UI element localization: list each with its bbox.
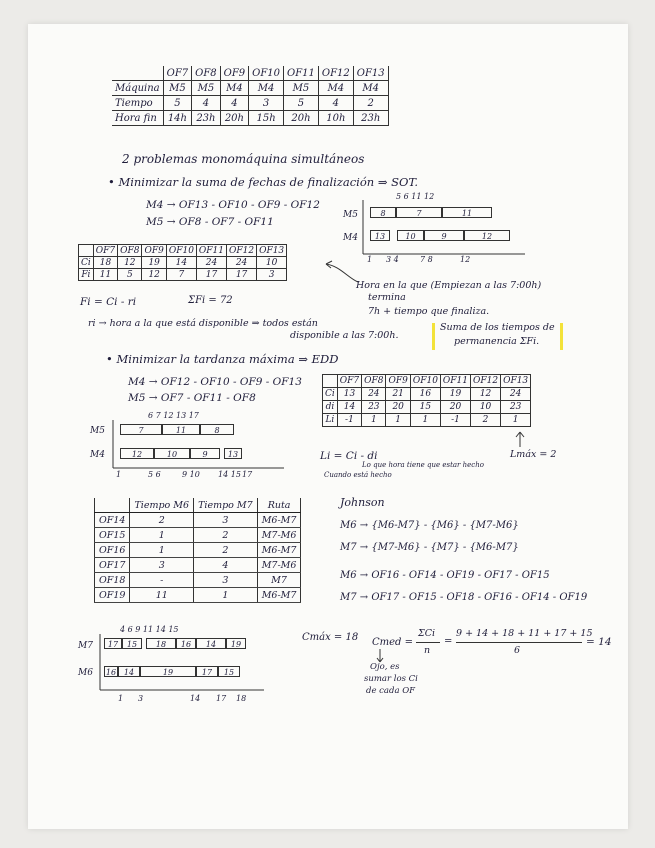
gantt3-m7-box: 16: [176, 638, 196, 649]
table-cell: 23h: [353, 111, 388, 126]
gantt3-top-ticks: 4 6 9 11 14 15: [120, 625, 179, 634]
gantt2-m5-box: 8: [200, 424, 234, 435]
flowshop-table: [94, 498, 301, 603]
table-cell: 21: [386, 388, 410, 401]
table-cell: M7-M6: [257, 528, 301, 543]
table-header-cell: OF9: [220, 66, 249, 81]
table-header-cell: OF12: [471, 375, 501, 388]
table-header-cell: Tiempo M6: [130, 498, 194, 513]
gantt1-m5-box: 11: [442, 207, 492, 218]
table-cell: 1: [386, 414, 410, 427]
li-note1: Lo que hora tiene que estar hecho: [362, 461, 484, 469]
gantt3-m6-box: 15: [218, 666, 240, 677]
table-header-cell: Tiempo M7: [194, 498, 258, 513]
johnson-line1: M6 → {M6-M7} - {M6} - {M7-M6}: [340, 520, 519, 531]
gantt3-m7-box: 15: [122, 638, 142, 649]
table-cell: OF17: [95, 558, 130, 573]
section2-seq-m5: M5 → OF7 - OF11 - OF8: [128, 392, 256, 404]
gantt3-m7-label: M7: [78, 641, 93, 651]
frac2-line: [456, 642, 582, 643]
highlight-bar-left: [432, 323, 435, 350]
table-header-cell: OF11: [196, 245, 226, 257]
table-cell: Ci: [323, 388, 338, 401]
table-cell: 3: [130, 558, 194, 573]
table-header-cell: OF8: [192, 66, 221, 81]
gantt2-tick: 14 15: [218, 470, 241, 479]
gantt3-m7-box: 17: [104, 638, 122, 649]
gantt2-tick: 1: [116, 470, 122, 479]
gantt3-tick: 1: [118, 694, 124, 703]
table-header-cell: OF7: [337, 375, 361, 388]
table-cell: 20: [386, 401, 410, 414]
gantt3-m7-box: 18: [146, 638, 176, 649]
table-cell: OF19: [95, 588, 130, 603]
gantt2-tick: 9 10: [182, 470, 200, 479]
table-cell: 2: [130, 513, 194, 528]
table-header-cell: OF7: [93, 245, 117, 257]
table-cell: 12: [142, 269, 166, 281]
cmed-lhs: Cmed =: [372, 637, 414, 648]
gantt2-tick: 17: [242, 470, 253, 479]
table-cell: OF15: [95, 528, 130, 543]
johnson-line2: M7 → {M7-M6} - {M7} - {M6-M7}: [340, 542, 519, 553]
gantt3-m6-label: M6: [78, 668, 93, 678]
table-row: [79, 269, 287, 281]
table-cell: 7: [166, 269, 196, 281]
highlight-text1: Suma de los tiempos de: [440, 322, 555, 333]
table-cell: 3: [194, 513, 258, 528]
gantt1-top-ticks: 5 6 11 12: [396, 192, 435, 201]
note-hora-line3: 7h + tiempo que finaliza.: [368, 306, 490, 317]
gantt3-m6-box: 17: [196, 666, 218, 677]
table-cell: 10h: [318, 111, 353, 126]
table-cell: M4: [249, 81, 284, 96]
table-cell: 17: [196, 269, 226, 281]
li-note2: Cuando está hecho: [324, 471, 392, 479]
sum-fi: ΣFi = 72: [188, 295, 233, 306]
table-cell: 1: [501, 414, 531, 427]
table-row: [95, 513, 301, 528]
table-cell: 4: [194, 558, 258, 573]
table-cell: 1: [410, 414, 440, 427]
table-cell: 1: [130, 528, 194, 543]
gantt2-m4-box: 12: [120, 448, 154, 459]
table-row: [323, 414, 531, 427]
table-header-cell: OF13: [353, 66, 388, 81]
table-cell: M5: [284, 81, 319, 96]
table-cell: 4: [318, 96, 353, 111]
frac1-den: n: [424, 645, 431, 656]
table-header-cell: OF9: [386, 375, 410, 388]
table-header-cell: OF10: [410, 375, 440, 388]
equals-sign: =: [444, 636, 453, 647]
table-header-cell: OF12: [227, 245, 257, 257]
table-cell: 2: [353, 96, 388, 111]
table-header-cell: OF10: [249, 66, 284, 81]
table-cell: -1: [440, 414, 470, 427]
gantt1-m4-box: 12: [464, 230, 510, 241]
table-row: [112, 96, 388, 111]
lmax: Lmáx = 2: [510, 449, 557, 460]
table-header-cell: [79, 245, 94, 257]
ojo-note2: sumar los Ci: [364, 674, 418, 684]
table-header-cell: [112, 66, 163, 81]
table-cell: 10: [257, 257, 287, 269]
table-cell: Ci: [79, 257, 94, 269]
table-cell: M5: [163, 81, 192, 96]
table-cell: 2: [194, 528, 258, 543]
table-header-cell: Ruta: [257, 498, 301, 513]
table-cell: Li: [323, 414, 338, 427]
table-cell: M4: [353, 81, 388, 96]
formula-li: Li = Ci - di: [320, 450, 378, 462]
frac1-num: ΣCi: [418, 628, 436, 639]
table-cell: 15: [410, 401, 440, 414]
table-cell: M6-M7: [257, 513, 301, 528]
table-cell: M5: [192, 81, 221, 96]
table-cell: OF14: [95, 513, 130, 528]
machine-table: [112, 66, 389, 126]
gantt2-m4-label: M4: [90, 450, 105, 460]
gantt3-m6-box: 19: [140, 666, 196, 677]
table-cell: 13: [337, 388, 361, 401]
table-cell: 2: [194, 543, 258, 558]
gantt-chart-johnson: [76, 624, 276, 708]
gantt1-tick: 7 8: [420, 255, 433, 264]
table-cell: 10: [471, 401, 501, 414]
table-cell: 12: [471, 388, 501, 401]
ri-note2: disponible a las 7:00h.: [290, 330, 399, 341]
gantt2-m5-box: 7: [120, 424, 162, 435]
table-header-cell: OF7: [163, 66, 192, 81]
gantt2-m5-label: M5: [90, 426, 105, 436]
table-row: [95, 573, 301, 588]
ojo-note3: de cada OF: [366, 686, 416, 696]
gantt2-tick: 5 6: [148, 470, 161, 479]
table-cell: 14: [166, 257, 196, 269]
table-header-cell: OF13: [257, 245, 287, 257]
table-cell: 11: [130, 588, 194, 603]
table-cell: di: [323, 401, 338, 414]
table-cell: M7-M6: [257, 558, 301, 573]
gantt-axes: [340, 192, 530, 264]
johnson-title: Johnson: [340, 496, 385, 509]
gantt1-m5-box: 7: [396, 207, 442, 218]
table-cell: 20h: [220, 111, 249, 126]
gantt1-m5-box: 8: [370, 207, 396, 218]
gantt3-tick: 3: [138, 694, 144, 703]
gantt3-m7-box: 14: [196, 638, 226, 649]
completion-table: [78, 244, 287, 281]
table-header-cell: OF8: [118, 245, 142, 257]
table-cell: 15h: [249, 111, 284, 126]
table-header-row: [95, 498, 301, 513]
table-cell: 4: [220, 96, 249, 111]
table-cell: OF18: [95, 573, 130, 588]
table-header-cell: [95, 498, 130, 513]
table-cell: OF16: [95, 543, 130, 558]
table-row: [112, 81, 388, 96]
section1-title: 2 problemas monomáquina simultáneos: [122, 152, 365, 166]
table-cell: 16: [410, 388, 440, 401]
ojo-note1: Ojo, es: [370, 662, 400, 672]
table-cell: M4: [220, 81, 249, 96]
table-cell: 24: [362, 388, 386, 401]
arrow-up-icon: [514, 430, 526, 448]
gantt2-m5-box: 11: [162, 424, 200, 435]
table-header-row: [112, 66, 388, 81]
table-cell: 23: [362, 401, 386, 414]
table-row: [95, 528, 301, 543]
table-cell: -: [130, 573, 194, 588]
gantt1-tick: 3 4: [386, 255, 399, 264]
table-cell: Hora fin: [112, 111, 163, 126]
gantt3-m6-box: 16: [105, 668, 117, 677]
table-row: [112, 111, 388, 126]
gantt2-top-ticks: 6 7 12 13 17: [148, 411, 199, 420]
formula-fi: Fi = Ci - ri: [80, 296, 137, 308]
gantt1-tick: 1: [367, 255, 373, 264]
table-cell: 24: [501, 388, 531, 401]
johnson-line4: M7 → OF17 - OF15 - OF18 - OF16 - OF14 - OF19: [340, 592, 588, 603]
table-row: [95, 588, 301, 603]
table-cell: 17: [227, 269, 257, 281]
table-cell: 24: [227, 257, 257, 269]
table-cell: 1: [194, 588, 258, 603]
table-cell: 1: [130, 543, 194, 558]
table-cell: 14: [337, 401, 361, 414]
table-header-cell: OF9: [142, 245, 166, 257]
gantt1-m5-label: M5: [343, 210, 358, 220]
table-cell: 12: [118, 257, 142, 269]
highlight-text2: permanencia ΣFi.: [454, 336, 540, 347]
gantt3-tick: 14: [190, 694, 201, 703]
gantt-chart-edd: [88, 410, 288, 482]
section1-seq-m4: M4 → OF13 - OF10 - OF9 - OF12: [146, 199, 320, 211]
table-cell: M6-M7: [257, 543, 301, 558]
gantt1-tick: 12: [460, 255, 471, 264]
table-row: [323, 388, 531, 401]
table-header-cell: [323, 375, 338, 388]
table-row: [79, 257, 287, 269]
table-cell: 3: [194, 573, 258, 588]
table-cell: 19: [440, 388, 470, 401]
ri-note: ri → hora a la que está disponible ⇒ todos están: [88, 318, 318, 329]
table-cell: 20: [440, 401, 470, 414]
table-header-cell: OF8: [362, 375, 386, 388]
table-cell: 18: [93, 257, 117, 269]
gantt1-m4-box: 10: [397, 230, 424, 241]
table-header-row: [79, 245, 287, 257]
table-cell: 14h: [163, 111, 192, 126]
table-cell: 19: [142, 257, 166, 269]
gantt2-m4-box: 10: [154, 448, 190, 459]
gantt3-tick: 18: [236, 694, 247, 703]
section2-seq-m4: M4 → OF12 - OF10 - OF9 - OF13: [128, 376, 302, 388]
table-cell: 11: [93, 269, 117, 281]
table-cell: 3: [257, 269, 287, 281]
gantt3-tick: 17: [216, 694, 227, 703]
frac2-num: 9 + 14 + 18 + 11 + 17 + 15: [456, 628, 593, 639]
table-cell: 5: [163, 96, 192, 111]
table-cell: Tiempo: [112, 96, 163, 111]
table-cell: M6-M7: [257, 588, 301, 603]
highlight-bar-right: [560, 323, 563, 350]
table-cell: M4: [318, 81, 353, 96]
gantt3-m6-box: 14: [118, 666, 140, 677]
table-cell: 5: [118, 269, 142, 281]
table-cell: 4: [192, 96, 221, 111]
section1-seq-m5: M5 → OF8 - OF7 - OF11: [146, 216, 274, 228]
table-cell: 5: [284, 96, 319, 111]
section1-objective: • Minimizar la suma de fechas de finalización ⇒ SOT.: [108, 175, 419, 189]
table-row: [95, 543, 301, 558]
table-row: [323, 401, 531, 414]
cmax: Cmáx = 18: [302, 632, 359, 643]
table-cell: -1: [337, 414, 361, 427]
gantt2-m4-box: 9: [190, 448, 220, 459]
table-header-cell: OF12: [318, 66, 353, 81]
johnson-line3: M6 → OF16 - OF14 - OF19 - OF17 - OF15: [340, 570, 550, 581]
table-cell: 23h: [192, 111, 221, 126]
frac1-line: [416, 642, 440, 643]
table-cell: 23: [501, 401, 531, 414]
table-cell: Máquina: [112, 81, 163, 96]
table-cell: 20h: [284, 111, 319, 126]
gantt1-m4-box: 9: [424, 230, 464, 241]
table-cell: Fi: [79, 269, 94, 281]
table-header-cell: OF13: [501, 375, 531, 388]
gantt1-m4-box: 13: [370, 230, 390, 241]
table-cell: 24: [196, 257, 226, 269]
note-hora-line1: Hora en la que (Empiezan a las 7:00h): [356, 280, 542, 291]
gantt1-m4-label: M4: [343, 233, 358, 243]
lateness-table: [322, 374, 531, 427]
table-header-cell: OF10: [166, 245, 196, 257]
gantt3-m7-box: 19: [226, 638, 246, 649]
table-header-row: [323, 375, 531, 388]
table-header-cell: OF11: [284, 66, 319, 81]
gantt-chart-sot: [340, 192, 530, 264]
table-row: [95, 558, 301, 573]
note-hora-line2: termina: [368, 292, 406, 303]
frac2-den: 6: [514, 645, 521, 656]
table-cell: M7: [257, 573, 301, 588]
table-cell: 1: [362, 414, 386, 427]
table-header-cell: OF11: [440, 375, 470, 388]
result: = 14: [586, 636, 612, 648]
section2-objective: • Minimizar la tardanza máxima ⇒ EDD: [106, 352, 339, 366]
gantt2-m4-box: 13: [224, 448, 242, 459]
table-cell: 3: [249, 96, 284, 111]
table-cell: 2: [471, 414, 501, 427]
